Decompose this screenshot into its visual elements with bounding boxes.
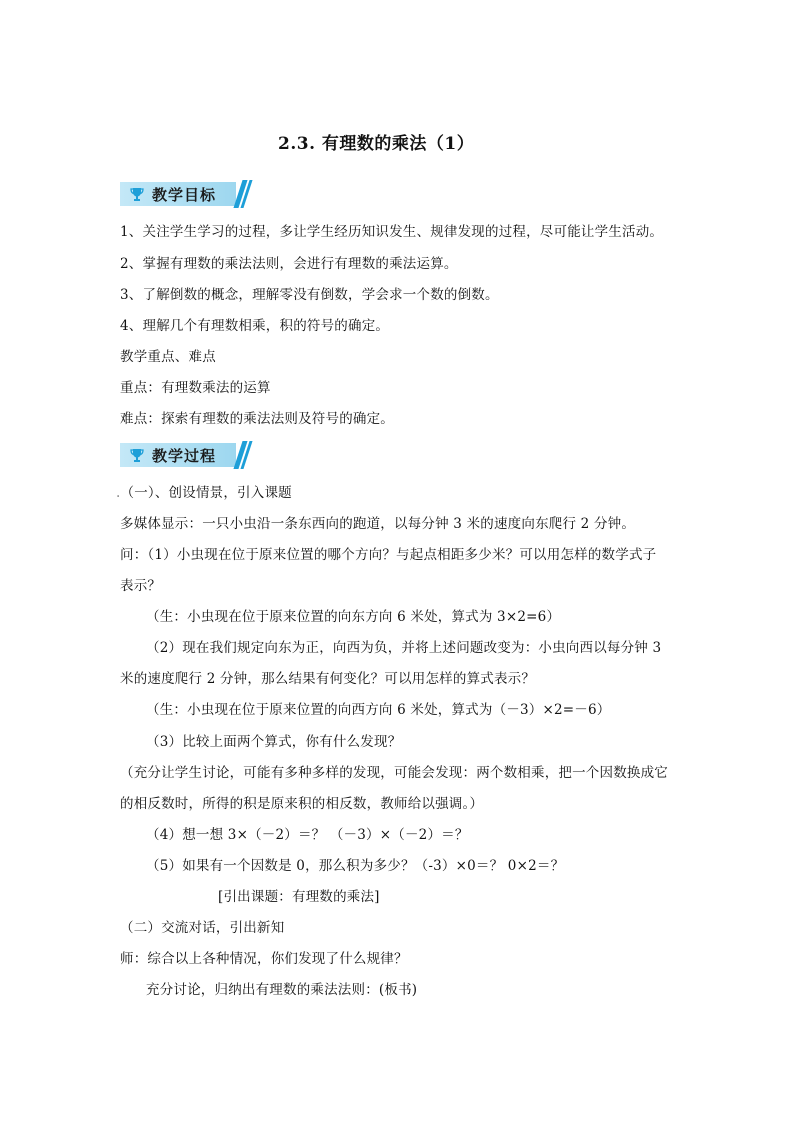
goal-item-2: 2、掌握有理数的乘法法则，会进行有理数的乘法运算。: [120, 256, 458, 272]
question-1-line-2: 表示？: [120, 578, 162, 594]
trophy-icon: [129, 186, 145, 202]
section-banner-process: [120, 441, 248, 469]
teacher-question: 师：综合以上各种情况，你们发现了什么规律？: [120, 951, 408, 967]
question-2-line-2: 米的速度爬行 2 分钟，那么结果有何变化？可以用怎样的算式表示？: [120, 671, 536, 687]
goal-item-3: 3、了解倒数的概念，理解零没有倒数，学会求一个数的倒数。: [120, 287, 499, 303]
key-points-heading: 教学重点、难点: [120, 349, 216, 365]
topic-intro: [引出课题：有理数的乘法]: [218, 889, 380, 905]
banner-label-process: 教学过程: [152, 447, 217, 465]
goal-item-1: 1、关注学生学习的过程，多让学生经历知识发生、规律发现的过程，尽可能让学生活动。: [120, 224, 664, 240]
discussion-3-line-2: 的相反数时，所得的积是原来积的相反数，教师给以强调。）: [120, 796, 484, 812]
section-banner-goals: [120, 180, 248, 208]
discussion-3-line-1: （充分让学生讨论，可能有多种多样的发现，可能会发现：两个数相乘，把一个因数换成它: [120, 765, 668, 781]
question-3: （3）比较上面两个算式，你有什么发现？: [146, 734, 402, 750]
media-display: 多媒体显示：一只小虫沿一条东西向的跑道，以每分钟 3 米的速度向东爬行 2 分钟。: [120, 516, 636, 532]
section-1-text: （一）、创设情景，引入课题: [120, 485, 292, 501]
discussion-summary: 充分讨论，归纳出有理数的乘法法则：(板书): [146, 982, 418, 998]
question-4: （4）想一想 3×（－2）＝？ （－3）×（－2）＝？: [146, 827, 469, 843]
question-1-line-1: 问：（1）小虫现在位于原来位置的哪个方向？与起点相距多少米？可以用怎样的数学式子: [120, 547, 657, 563]
answer-2: （生：小虫现在位于原来位置的向西方向 6 米处，算式为（－3）×2=－6）: [146, 702, 611, 718]
question-2-line-1: （2）现在我们规定向东为正，向西为负，并将上述问题改变为：小虫向西以每分钟 3: [146, 640, 662, 656]
difficult-point: 难点：探索有理数的乘法法则及符号的确定。: [120, 411, 394, 427]
trophy-icon: [129, 447, 145, 463]
section-2-heading: （二）交流对话，引出新知: [120, 920, 285, 936]
section-1-marker: .: [116, 485, 121, 501]
question-5: （5）如果有一个因数是 0，那么积为多少？（-3）×0＝？ 0×2＝？: [146, 858, 565, 874]
banner-label-goals: 教学目标: [152, 186, 217, 204]
page-title: 2.3. 有理数的乘法（1）: [278, 134, 475, 154]
answer-1: （生：小虫现在位于原来位置的向东方向 6 米处，算式为 3×2=6）: [146, 609, 561, 625]
goal-item-4: 4、理解几个有理数相乘，积的符号的确定。: [120, 318, 390, 334]
section-1-heading: [116, 484, 292, 502]
key-point: 重点：有理数乘法的运算: [120, 380, 271, 396]
